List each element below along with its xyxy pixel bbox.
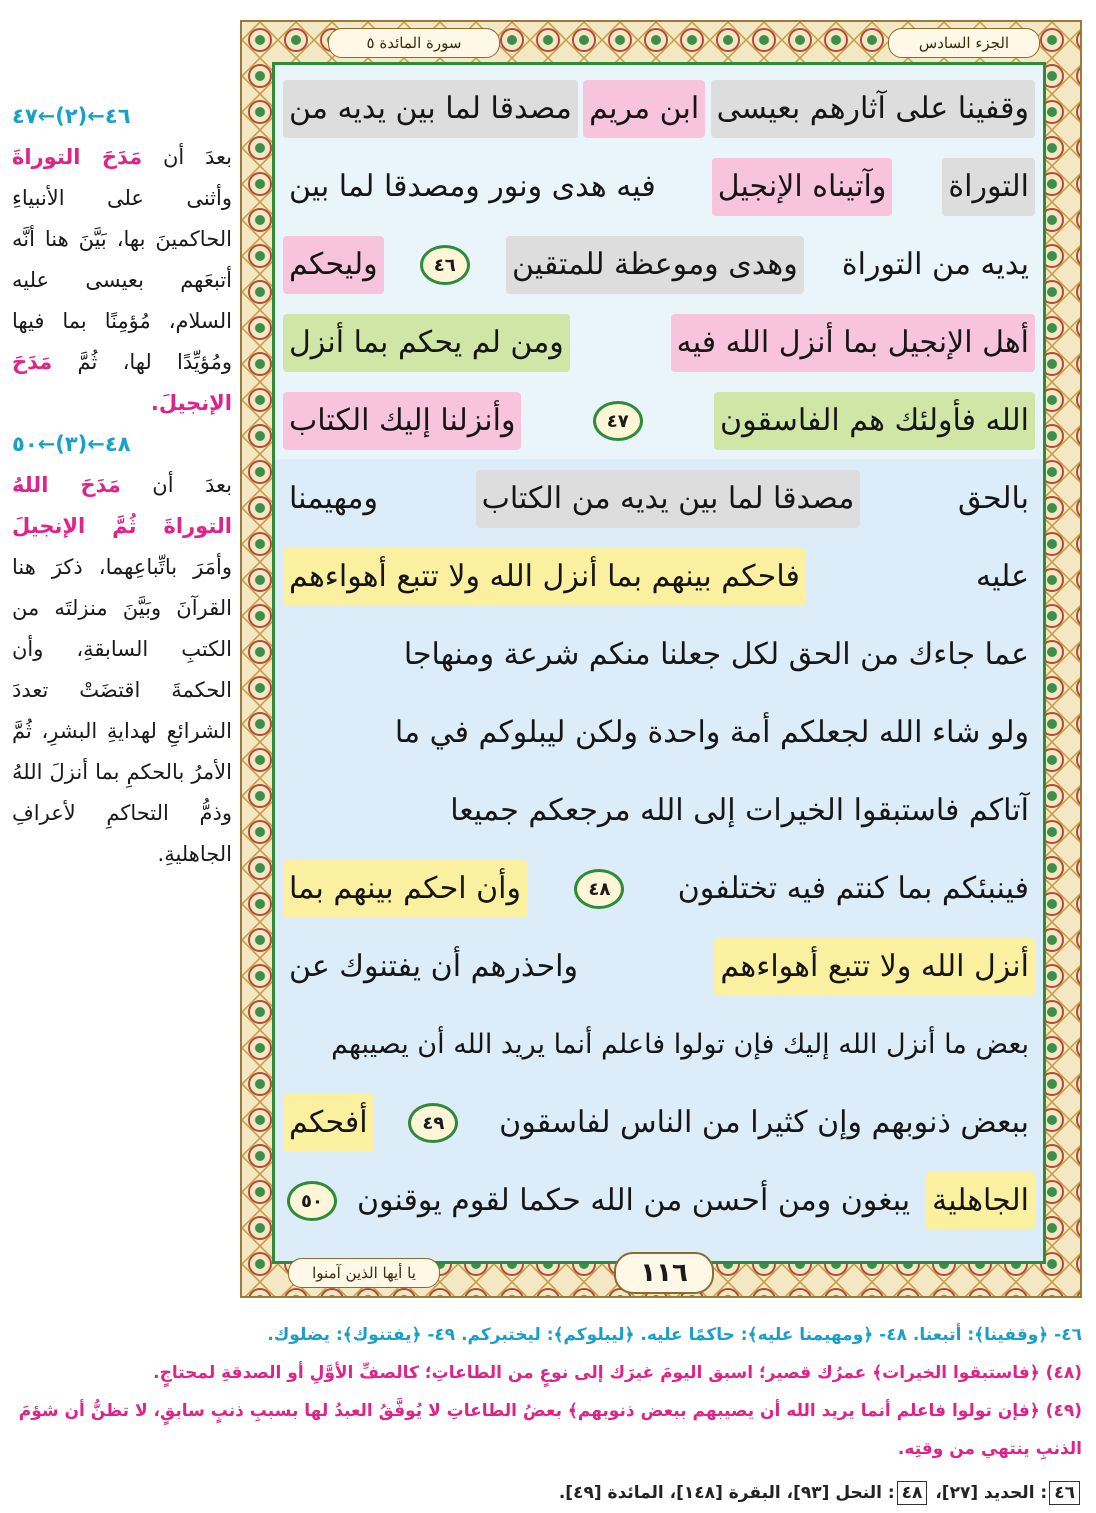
verse-range-ref: ٤٦←(٢)←٤٧: [12, 104, 131, 128]
ref-text: : الحديد [٢٧]،: [935, 1483, 1048, 1503]
ref-text: : النحل [٩٣]، البقرة [١٤٨]، المائدة [٤٩].: [558, 1483, 895, 1503]
verse-segment: وليحكم: [283, 236, 384, 294]
verse-segment: مصدقا لما بين يديه من الكتاب: [476, 470, 861, 528]
page-number: ١١٦: [614, 1252, 714, 1294]
verse-segment: واحذرهم أن يفتنوك عن: [289, 949, 578, 984]
verse-line-4: [283, 307, 1035, 379]
ayah-marker: ٤٧: [593, 401, 643, 441]
cross-references: [14, 1474, 1082, 1512]
commentary-highlight: مَدَحَ اللهُ التوراةَ ثُمَّ الإنجيلَ: [12, 473, 232, 538]
verse-segment: وهدى وموعظة للمتقين: [506, 236, 804, 294]
commentary-text: وأمَرَ باتِّباعِهما، ذكرَ هنا القرآنَ وبَيَّنَ منزلتَه من الكتبِ السابقةِ، وأن الحكمةَ اقتضَتْ تعددَ الشرائعِ لهدايةِ البشرِ، ثُمَّ الأمرُ بالحكمِ بما أنزلَ اللهُ وذمُّ التحاكمِ لأعرافِ الجاهليةِ.: [12, 555, 232, 866]
side-commentary: [12, 96, 232, 875]
verse-line-2: [283, 151, 1035, 223]
footnotes: [14, 1316, 1082, 1512]
verse-segment: ومهيمنا: [289, 481, 378, 516]
verse-segment: ولو شاء الله لجعلكم أمة واحدة ولكن ليبلوكم في ما: [394, 715, 1029, 750]
verse-line-1: [283, 73, 1035, 145]
word-meanings: ٤٦- ﴿وقفينا﴾: أتبعنا. ٤٨- ﴿ومهيمنا عليه﴾: حاكمًا عليه. ﴿ليبلوكم﴾: ليختبركم. ٤٩- ﴿يفتنوك﴾: يضلوك.: [267, 1325, 1082, 1345]
ref-box: ٤٨: [897, 1481, 928, 1505]
verse-range-ref: ٤٨←(٣)←٥٠: [12, 432, 131, 456]
reflection-49: (٤٩) ﴿فإن تولوا فاعلم أنما يريد الله أن يصيبهم ببعض ذنوبهم﴾ بعضُ الطاعاتِ لا يُوفَّقُ العبدُ لها بسببِ ذنبٍ سابقٍ، لا تظنُّ أن شؤمَ الذنبِ ينتهي من وقتِه.: [18, 1401, 1082, 1459]
ayah-marker: ٥٠: [287, 1181, 337, 1221]
verse-segment: فاحكم بينهم بما أنزل الله ولا تتبع أهواءهم: [283, 548, 806, 606]
mushaf-frame: [240, 20, 1082, 1298]
verse-segment: ومن لم يحكم بما أنزل: [283, 314, 570, 372]
ayah-marker: ٤٩: [408, 1103, 458, 1143]
verse-segment: وقفينا على آثارهم بعيسى: [711, 80, 1035, 138]
juz-label: الجزء السادس: [888, 28, 1040, 58]
verse-line-11: [283, 853, 1035, 925]
quran-text-panel: [272, 62, 1046, 1264]
commentary-paragraph: [12, 137, 232, 424]
verse-line-10: [283, 775, 1035, 847]
reflection-48: (٤٨) ﴿فاستبقوا الخيرات﴾ عمرُك قصير؛ اسبق اليومَ غيرَك إلى نوعٍ من الطاعاتِ؛ كالصفِّ الأوَّلِ أو الصدقةِ لمحتاجٍ.: [153, 1363, 1082, 1383]
verse-segment: عليه: [976, 559, 1029, 594]
verse-segment: بالحق: [957, 481, 1029, 516]
verse-segment: ابن مريم: [583, 80, 705, 138]
verse-line-13: [283, 1009, 1035, 1081]
verse-line-5: [283, 385, 1035, 457]
commentary-highlight: مَدَحَ التوراةَ: [12, 145, 143, 169]
verse-line-3: [283, 229, 1035, 301]
commentary-text: وأثنى على الأنبياءِ الحاكمينَ بها، بَيَّنَ هنا أنَّه أتبعَهم بعيسى عليه السلام، مُؤمِنًا بما فيها ومُؤيِّدًا لها، ثُمَّ: [12, 186, 232, 374]
ayah-marker: ٤٦: [420, 245, 470, 285]
verse-segment: مصدقا لما بين يديه من: [283, 80, 578, 138]
verse-line-15: [283, 1165, 1035, 1237]
ayah-marker: ٤٨: [574, 869, 624, 909]
verse-segment: وأنزلنا إليك الكتاب: [283, 392, 521, 450]
verse-segment: يديه من التوراة: [841, 247, 1029, 282]
ref-box: ٤٦: [1049, 1481, 1080, 1505]
verse-segment: وأن احكم بينهم بما: [283, 860, 527, 918]
verse-line-8: [283, 619, 1035, 691]
verse-line-6: [283, 463, 1035, 535]
verse-segment: أنزل الله ولا تتبع أهواءهم: [714, 938, 1035, 996]
verse-line-9: [283, 697, 1035, 769]
commentary-text: بعدَ أن: [152, 473, 232, 497]
verse-segment: عما جاءك من الحق لكل جعلنا منكم شرعة ومنهاجا: [403, 637, 1029, 672]
commentary-text: بعدَ أن: [162, 145, 232, 169]
verse-segment: يبغون ومن أحسن من الله حكما لقوم يوقنون: [356, 1183, 911, 1218]
verse-segment: أهل الإنجيل بما أنزل الله فيه: [671, 314, 1035, 372]
verse-line-12: [283, 931, 1035, 1003]
verse-segment: أفحكم: [283, 1094, 374, 1152]
verse-segment: فيه هدى ونور ومصدقا لما بين: [289, 169, 656, 204]
catchword: يا أيها الذين آمنوا: [288, 1258, 440, 1288]
commentary-highlight: مَدَحَ الإنجيلَ.: [12, 350, 232, 415]
verse-segment: الله فأولئك هم الفاسقون: [714, 392, 1035, 450]
verse-segment: الجاهلية: [926, 1172, 1035, 1230]
verse-segment: وآتيناه الإنجيل: [712, 158, 893, 216]
verse-segment: التوراة: [942, 158, 1035, 216]
verse-segment: فينبئكم بما كنتم فيه تختلفون: [677, 871, 1029, 906]
verse-segment: بعض ما أنزل الله إليك فإن تولوا فاعلم أنما يريد الله أن يصيبهم: [331, 1029, 1029, 1060]
verse-line-14: [283, 1087, 1035, 1159]
verse-segment: آتاكم فاستبقوا الخيرات إلى الله مرجعكم جميعا: [450, 793, 1029, 828]
verse-line-7: [283, 541, 1035, 613]
commentary-paragraph: [12, 465, 232, 875]
surah-label: سورة المائدة ٥: [328, 28, 500, 58]
verse-segment: ببعض ذنوبهم وإن كثيرا من الناس لفاسقون: [499, 1105, 1029, 1140]
